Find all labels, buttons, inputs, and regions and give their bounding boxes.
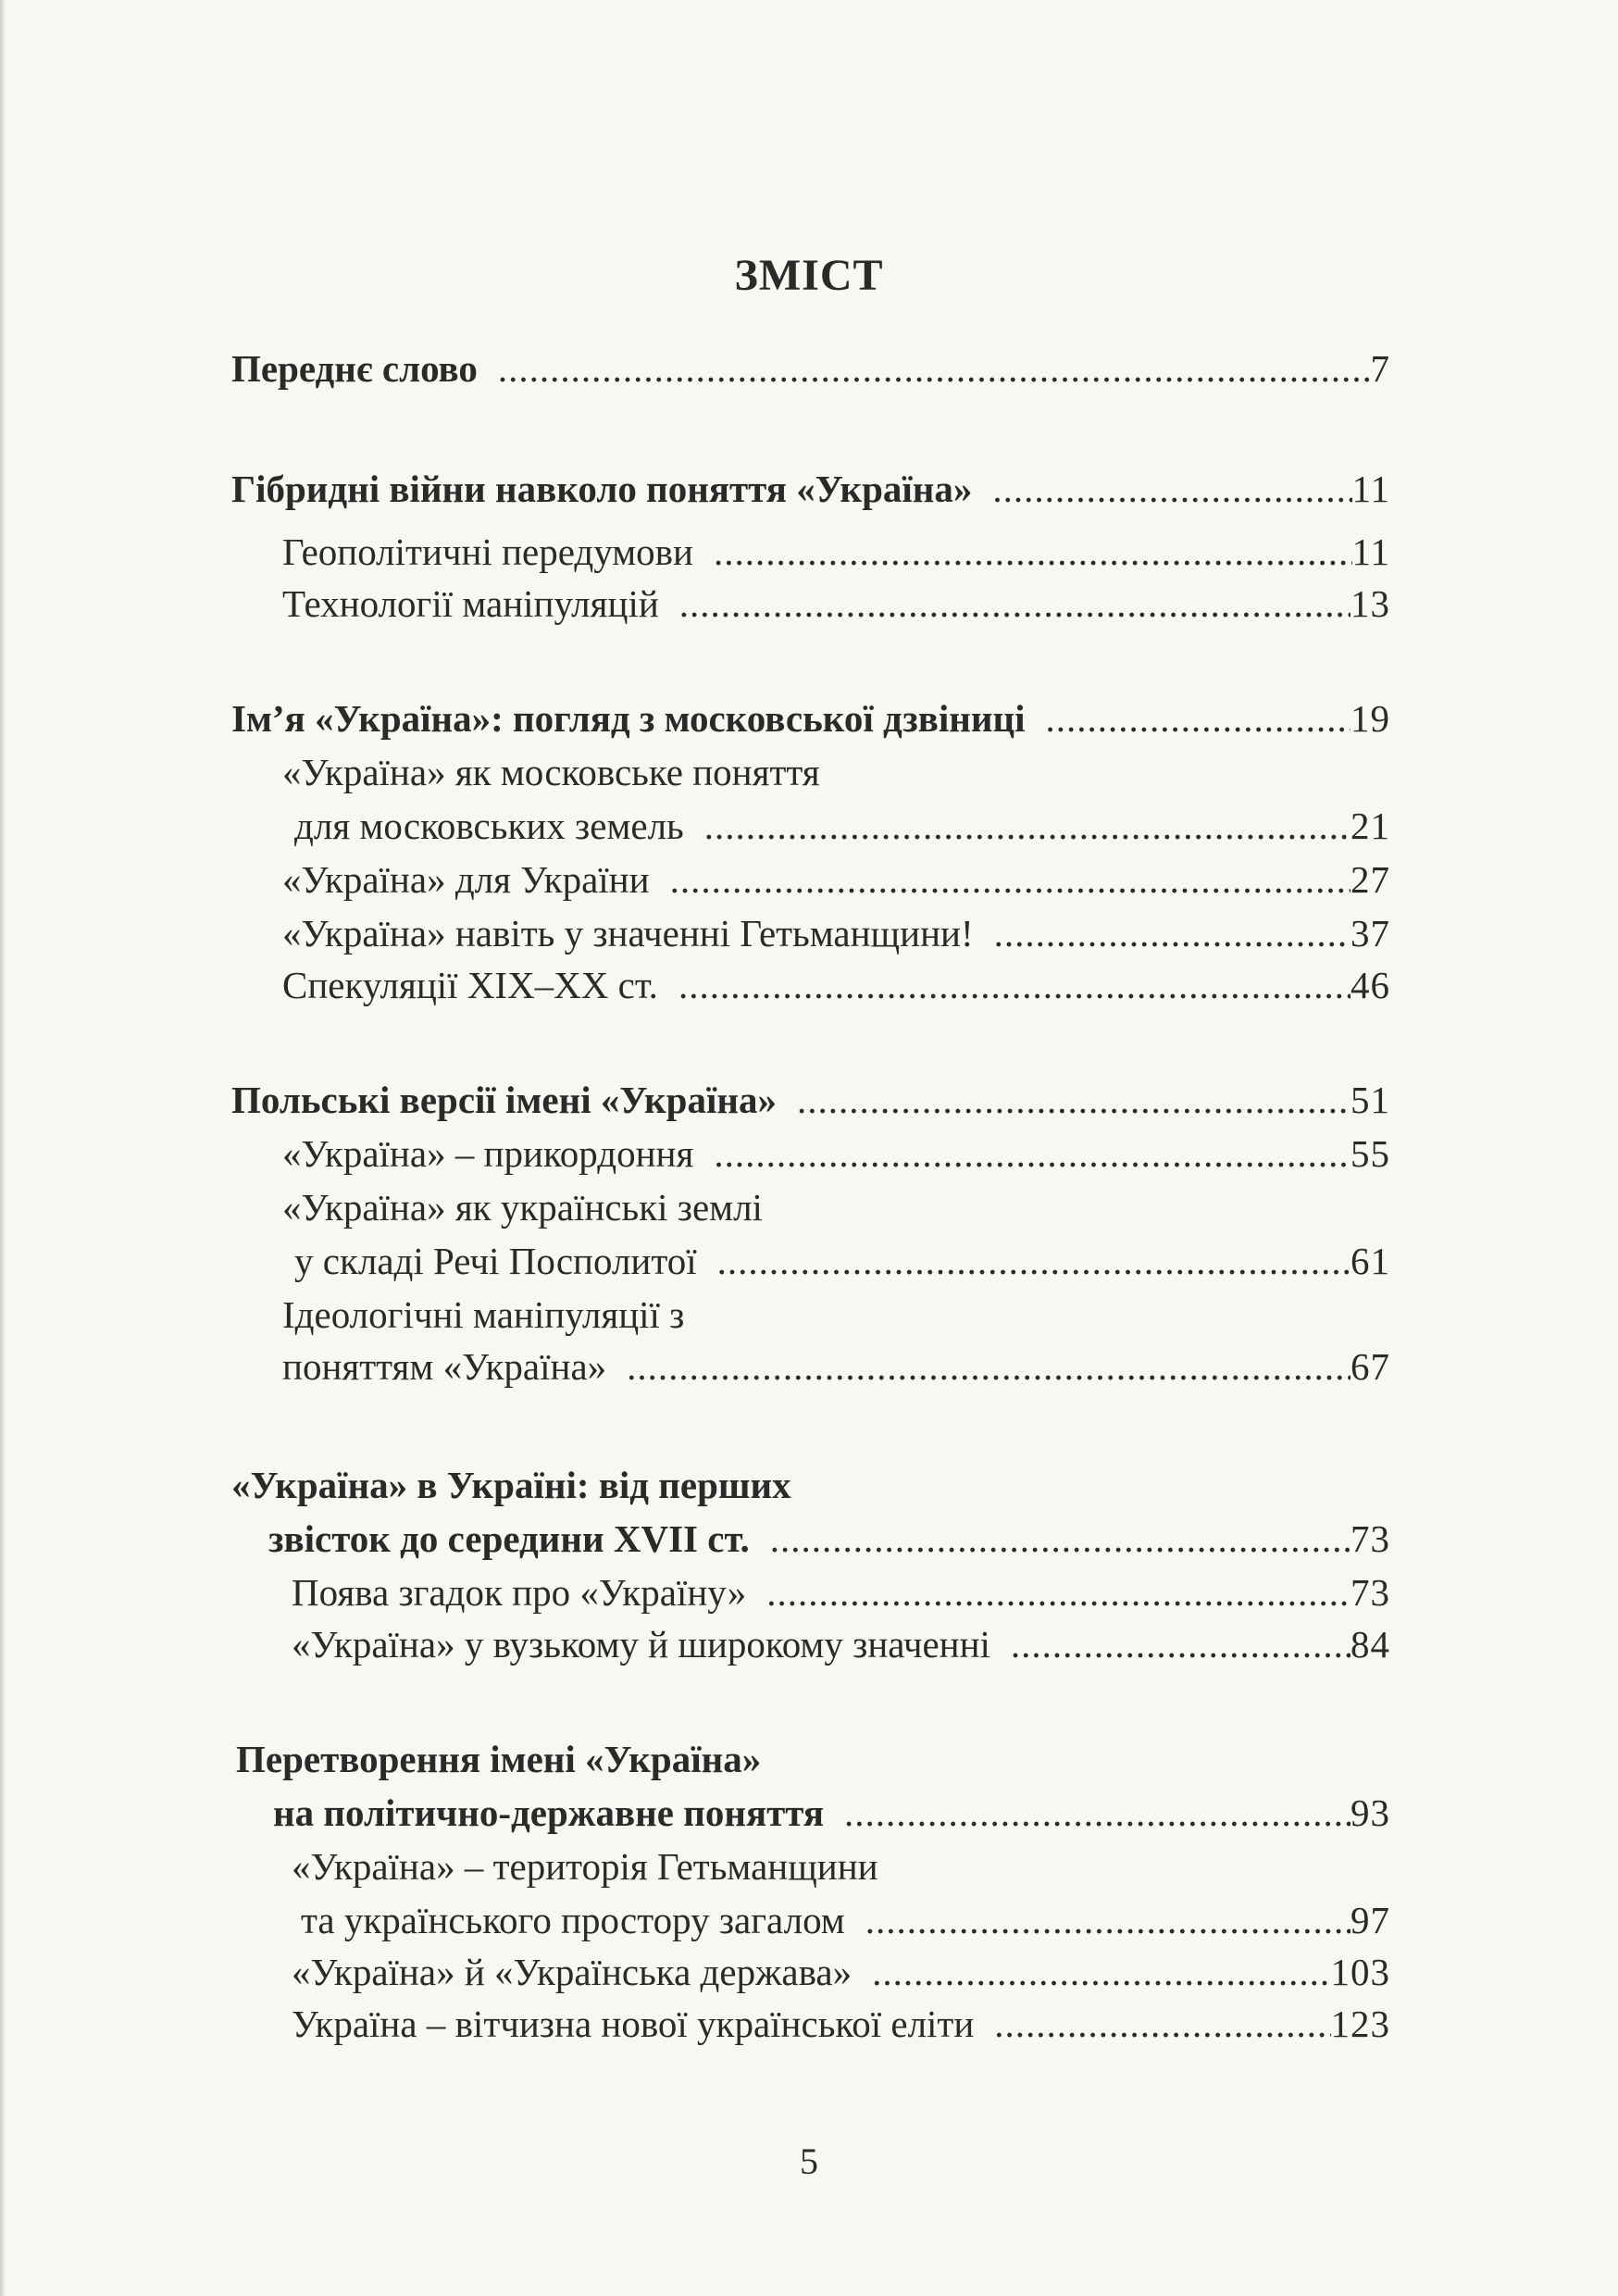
toc-page-number: 103 [1330, 1951, 1390, 1993]
toc-entry-title: Ім’я «Україна»: погляд з московської дзвіниці [231, 697, 1026, 740]
toc-entry[interactable] [231, 463, 1390, 515]
toc-leader-dots [992, 463, 1351, 515]
page-title: ЗМІСТ [734, 251, 884, 300]
toc-entry-title: для московських земель [294, 805, 684, 847]
toc-subentry[interactable] [292, 1618, 1390, 1670]
toc-page-number: 123 [1330, 2003, 1390, 2045]
toc-entry-title: Переднє слово [231, 347, 478, 390]
toc-entry-title: «Україна» – прикордоння [282, 1132, 694, 1175]
toc-leader-dots [714, 1128, 1350, 1179]
toc-subentry[interactable] [292, 1946, 1390, 1998]
toc-leader-dots [865, 1894, 1350, 1946]
toc-page-number: 55 [1350, 1132, 1390, 1175]
toc-subentry[interactable] [294, 1235, 1390, 1287]
page-number: 5 [800, 2140, 818, 2182]
toc-entry-title-line1: «Україна» – територія Гетьманщини [292, 1845, 878, 1888]
toc-entry-title: «Україна» й «Українська держава» [292, 1951, 853, 1993]
toc-leader-dots [872, 1946, 1330, 1998]
toc-entry-title-line1: «Україна» як українські землі [282, 1186, 763, 1229]
toc-page-number: 11 [1351, 468, 1390, 510]
toc-subentry[interactable] [301, 1894, 1390, 1946]
toc-leader-dots [678, 959, 1350, 1011]
toc-entry-title: Польські версії імені «Україна» [231, 1079, 777, 1121]
toc-entry-title-line1: Перетворення імені «Україна» [236, 1738, 762, 1780]
toc-entry-title: звісток до середини XVII ст. [268, 1517, 750, 1560]
toc-entry-title: «Україна» для України [282, 858, 650, 901]
toc-leader-dots [717, 1235, 1350, 1287]
toc-leader-dots [704, 800, 1350, 852]
toc-subentry[interactable] [282, 526, 1390, 578]
toc-entry-title: на політично-державне поняття [273, 1791, 825, 1834]
toc-entry-title: у складі Речі Посполитої [294, 1240, 697, 1282]
toc-leader-dots [670, 854, 1350, 905]
toc-leader-dots [844, 1787, 1350, 1839]
toc-page-number: 46 [1350, 964, 1390, 1006]
toc-entry[interactable] [231, 343, 1390, 394]
toc-entry-title: Україна – вітчизна нової української еліти [292, 2003, 975, 2045]
toc-page-number: 11 [1351, 530, 1390, 573]
toc-page-number: 21 [1350, 805, 1390, 847]
toc-entry-title: «Україна» у вузькому й широкому значенні [292, 1623, 990, 1666]
toc-page-number: 27 [1350, 858, 1390, 901]
toc-leader-dots [797, 1074, 1350, 1126]
toc-entry-title: Технології маніпуляцій [282, 582, 659, 625]
toc-leader-dots [1046, 693, 1351, 744]
toc-entry[interactable] [268, 1513, 1390, 1565]
toc-page-number: 93 [1350, 1791, 1390, 1834]
toc-leader-dots [1011, 1618, 1350, 1670]
toc-entry[interactable] [273, 1787, 1390, 1839]
toc-page-number: 97 [1350, 1899, 1390, 1941]
toc-page-number: 61 [1350, 1240, 1390, 1282]
toc-entry-title-line1: «Україна» як московське поняття [282, 751, 820, 793]
toc-page-number: 7 [1370, 347, 1390, 390]
toc-entry-title: Поява згадок про «Україну» [292, 1571, 747, 1614]
toc-leader-dots [770, 1513, 1350, 1565]
toc-page-number: 51 [1350, 1079, 1390, 1121]
toc-entry-title: Спекуляції XIX–XX ст. [282, 964, 658, 1006]
toc-page-number: 13 [1350, 582, 1390, 625]
toc-entry-title-line1: «Україна» в Україні: від перших [231, 1464, 791, 1506]
toc-leader-dots [627, 1341, 1350, 1392]
toc-subentry[interactable] [294, 800, 1390, 852]
toc-entry-title: «Україна» навіть у значенні Гетьманщини! [282, 912, 974, 955]
toc-subentry[interactable] [282, 854, 1390, 905]
toc-leader-dots [994, 907, 1350, 959]
toc-subentry[interactable] [282, 578, 1390, 630]
toc-subentry[interactable] [292, 1566, 1390, 1618]
toc-entry-title: поняттям «Україна» [282, 1345, 607, 1388]
toc-subentry[interactable] [282, 1128, 1390, 1179]
toc-entry-title: та українського простору загалом [301, 1899, 845, 1941]
toc-page-number: 37 [1350, 912, 1390, 955]
toc-page-number: 73 [1350, 1571, 1390, 1614]
toc-leader-dots [679, 578, 1350, 630]
toc-entry-title: Гібридні війни навколо поняття «Україна» [231, 468, 973, 510]
toc-page-number: 73 [1350, 1517, 1390, 1560]
toc-page-number: 67 [1350, 1345, 1390, 1388]
toc-page-number: 19 [1350, 697, 1390, 740]
toc-subentry[interactable] [282, 959, 1390, 1011]
toc-subentry[interactable] [292, 1998, 1390, 2050]
toc-page-number: 84 [1350, 1623, 1390, 1666]
toc-entry[interactable] [231, 693, 1390, 744]
toc-leader-dots [498, 343, 1371, 394]
toc-entry-title: Геополітичні передумови [282, 530, 693, 573]
toc-leader-dots [994, 1998, 1330, 2050]
page-edge [0, 0, 6, 2296]
toc-leader-dots [766, 1566, 1350, 1618]
toc-leader-dots [714, 526, 1352, 578]
toc-subentry[interactable] [282, 1341, 1390, 1392]
toc-entry[interactable] [231, 1074, 1390, 1126]
toc-entry-title-line1: Ідеологічні маніпуляції з [282, 1293, 685, 1336]
toc-subentry[interactable] [282, 907, 1390, 959]
